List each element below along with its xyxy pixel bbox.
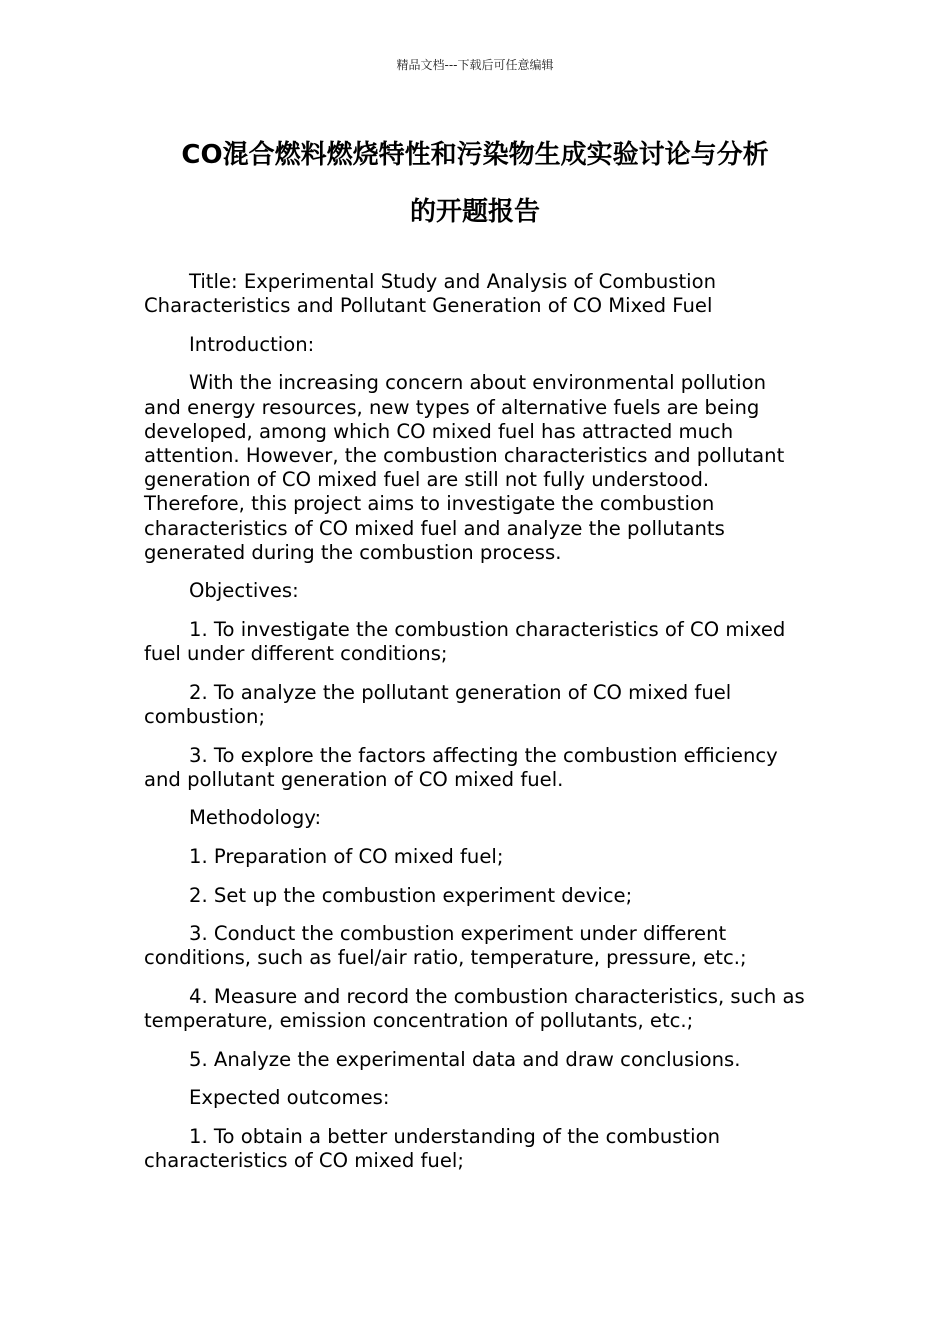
heading-expected-outcomes: Expected outcomes:: [189, 1086, 390, 1110]
objective-item: 1. To investigate the combustion characteristics of CO mixed fuel under different conditions;: [144, 618, 786, 666]
methodology-item: 2. Set up the combustion experiment device;: [189, 883, 633, 907]
document-title-line-2: 的开题报告: [409, 197, 540, 227]
heading-methodology: Methodology:: [189, 806, 322, 830]
paragraph-introduction: With the increasing concern about environmental pollution and energy resources, new types of alternative fuels are being developed, among which CO mixed fuel has attracted much attention. However, the combustion characteristics and pollutant generation of CO mixed fuel are still not fully understood. Therefore, this project aims to investigate the combustion characteristics of CO mixed fuel and analyze the pollutants generated during the combustion process.: [144, 371, 785, 564]
methodology-item: 5. Analyze the experimental data and draw conclusions.: [189, 1047, 741, 1071]
heading-introduction: Introduction:: [189, 332, 315, 356]
objective-item: 2. To analyze the pollutant generation of CO mixed fuel combustion;: [144, 680, 732, 728]
objective-item: 3. To explore the factors affecting the combustion efficiency and pollutant generation of CO mixed fuel.: [144, 743, 778, 791]
document-body: [144, 270, 809, 1188]
heading-objectives: Objectives:: [189, 579, 299, 603]
methodology-item: 1. Preparation of CO mixed fuel;: [189, 844, 504, 868]
header-note: 精品文档---下载后可任意编辑: [396, 58, 554, 72]
outcome-item: 1. To obtain a better understanding of the combustion characteristics of CO mixed fuel;: [144, 1124, 721, 1173]
methodology-item: 4. Measure and record the combustion characteristics, such as temperature, emission concentration of pollutants, etc.;: [144, 984, 805, 1033]
paragraph-title: Title: Experimental Study and Analysis of Combustion Characteristics and Pollutant Generation of CO Mixed Fuel: [144, 270, 717, 318]
document-title-line-1: CO混合燃料燃烧特性和污染物生成实验讨论与分析: [181, 140, 769, 170]
methodology-item: 3. Conduct the combustion experiment under different conditions, such as fuel/air ratio, temperature, pressure, etc.;: [144, 922, 747, 970]
